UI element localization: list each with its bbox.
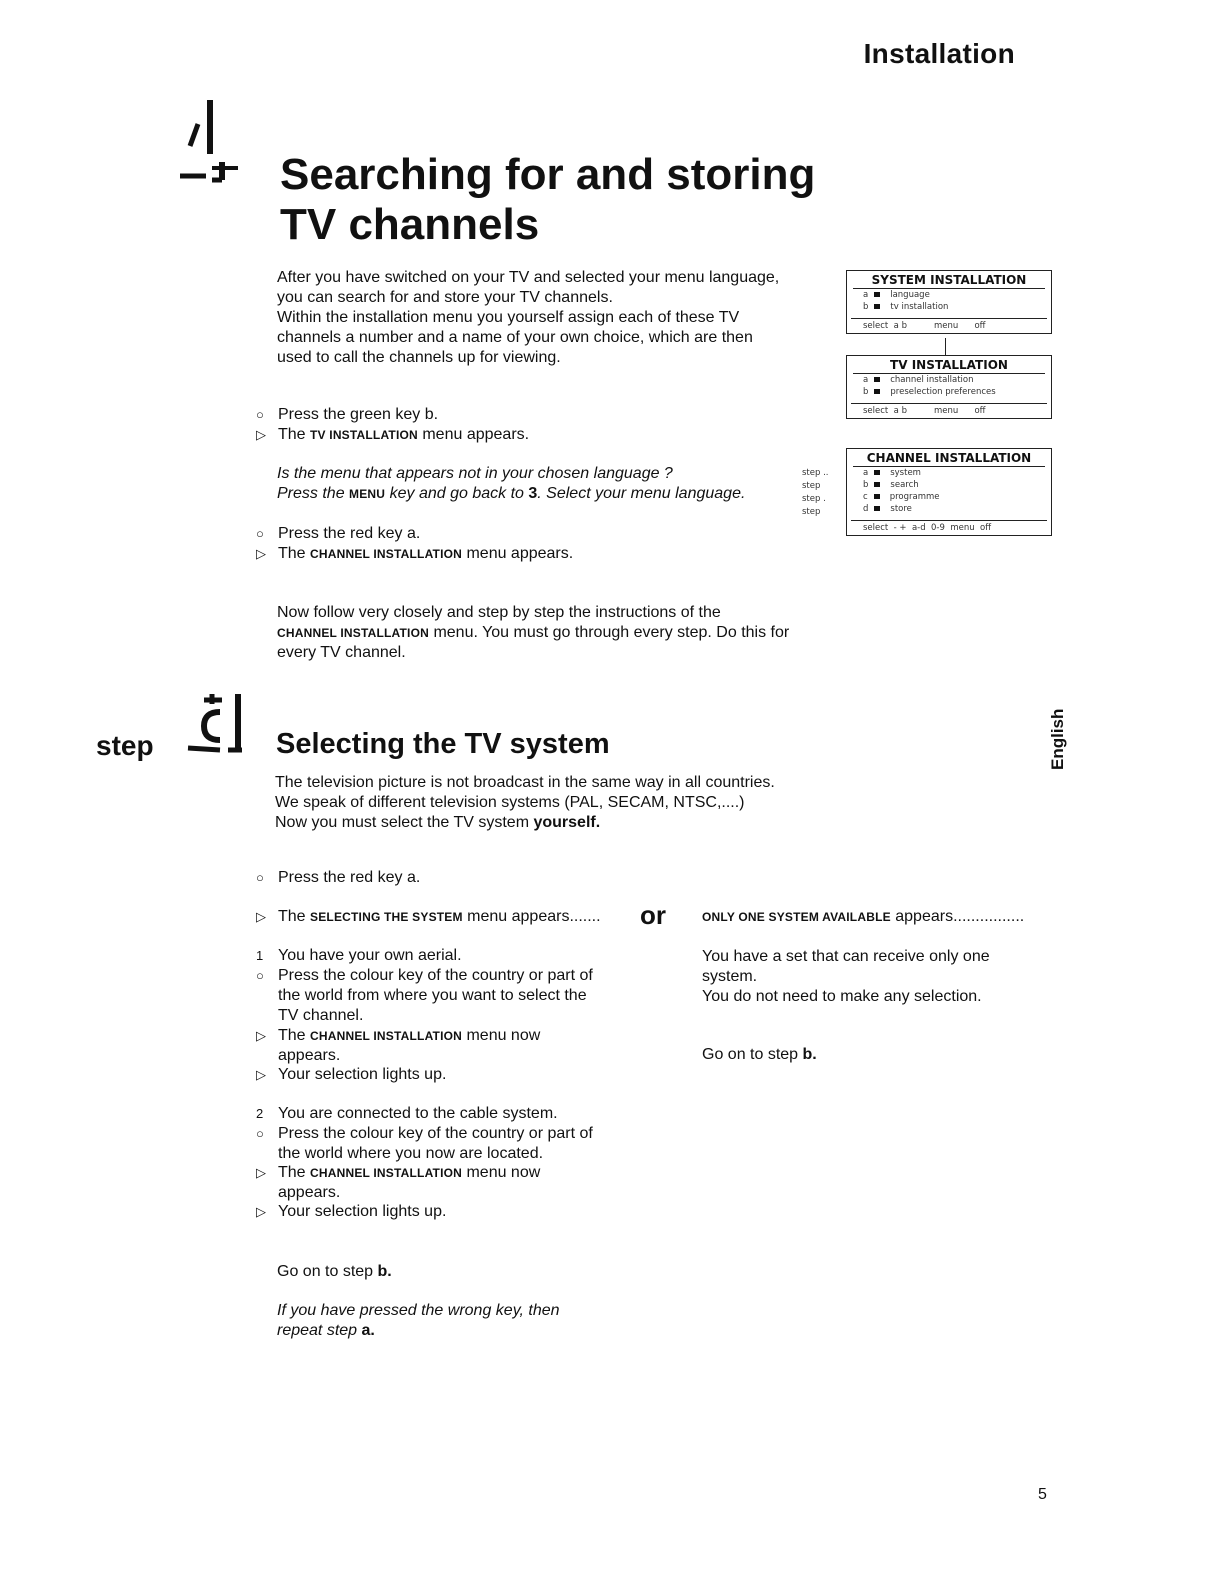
wrong-key-note-line1: If you have pressed the wrong key, then	[277, 1302, 560, 1319]
instruction-channel-installation	[256, 544, 573, 564]
case1-line1	[256, 946, 462, 966]
menu-name: CHANNEL INSTALLATION	[310, 1166, 463, 1180]
menu-footer: select a b menu off	[851, 318, 1047, 333]
follow-line: every TV channel.	[277, 644, 406, 661]
follow-text: menu. You must go through every step. Do this for	[429, 624, 790, 641]
right-column-line: system.	[702, 968, 758, 985]
arrow-bullet-icon: ▷	[256, 1165, 266, 1180]
menu-item	[847, 503, 1051, 515]
subsection-intro-emphasis: yourself.	[533, 814, 601, 831]
menu-item-label: programme	[889, 492, 940, 502]
case-number: 2	[256, 1106, 264, 1121]
follow-line: Now follow very closely and step by step the instructions of the	[277, 604, 721, 621]
go-on-step: b.	[802, 1046, 817, 1063]
menu-item	[847, 386, 1051, 398]
menu-title: TV INSTALLATION	[853, 356, 1045, 374]
instruction-press-green	[256, 405, 438, 425]
page-header: Installation	[863, 38, 1015, 69]
step-label: step	[802, 507, 821, 517]
menu-item	[847, 374, 1051, 386]
instruction-text: menu appears.......	[462, 908, 601, 925]
case-text: You have your own aerial.	[278, 947, 462, 964]
go-on-step-b	[277, 1262, 392, 1282]
circle-bullet-icon: ○	[256, 968, 264, 983]
arrow-bullet-icon: ▷	[256, 546, 266, 561]
section-title-line2: TV channels	[280, 200, 540, 249]
section-number-icon	[178, 96, 244, 188]
menu-item	[847, 301, 1051, 313]
case2-line3	[256, 1163, 540, 1203]
channel-menu-step-labels	[802, 467, 829, 519]
menu-item-label: preselection preferences	[890, 387, 996, 397]
instruction-text: menu appears.	[462, 545, 574, 562]
instruction-press-red	[256, 524, 420, 544]
case-text: Your selection lights up.	[278, 1203, 447, 1220]
note-line2	[277, 484, 745, 504]
instruction-text: The	[278, 426, 311, 443]
subsection-intro	[275, 773, 875, 833]
arrow-bullet-icon: ▷	[256, 909, 266, 924]
menu-item-key: b	[863, 387, 869, 397]
menu-title: CHANNEL INSTALLATION	[853, 449, 1045, 467]
step-label: step	[802, 481, 821, 491]
arrow-bullet-icon: ▷	[256, 1028, 266, 1043]
menu-item-key: a	[863, 468, 869, 478]
step-label: step ..	[802, 468, 829, 478]
step-label: step .	[802, 494, 826, 504]
instruction-text: Press the red key a.	[278, 869, 421, 886]
intro-line: After you have switched on your TV and selected your menu language,	[277, 269, 780, 286]
color-key-icon	[874, 506, 880, 511]
instruction-selecting-system	[256, 907, 601, 927]
wrong-key-step: a.	[361, 1322, 375, 1339]
case2-line2	[256, 1124, 593, 1164]
menu-item	[847, 479, 1051, 491]
menu-footer: select a b menu off	[851, 403, 1047, 418]
intro-paragraph	[277, 268, 837, 368]
section-title	[280, 150, 815, 250]
case-text: TV channel.	[278, 1007, 364, 1024]
color-key-icon	[874, 470, 880, 475]
go-on-text: Go on to step	[702, 1046, 803, 1063]
step-label-large: step	[96, 730, 154, 761]
menu-name: TV INSTALLATION	[310, 428, 418, 442]
go-on-step: b.	[377, 1263, 392, 1280]
case-text: menu now	[462, 1164, 541, 1181]
case-text: Press the colour key of the country or part of	[278, 1125, 593, 1142]
wrong-key-note-line2	[277, 1321, 375, 1341]
instruction-press-red-2	[256, 868, 420, 888]
intro-line: used to call the channels up for viewing.	[277, 349, 561, 366]
follow-line	[277, 623, 857, 643]
menu-item	[847, 467, 1051, 479]
case1-line4	[256, 1065, 446, 1085]
case1-line3	[256, 1026, 540, 1066]
color-key-icon	[874, 389, 880, 394]
wrong-key-text: repeat step	[277, 1322, 362, 1339]
arrow-bullet-icon: ▷	[256, 1067, 266, 1082]
menu-item-label: tv installation	[890, 302, 949, 312]
menu-item-key: d	[863, 504, 869, 514]
arrow-bullet-icon: ▷	[256, 427, 266, 442]
follow-paragraph	[277, 603, 857, 663]
menu-item-key: a	[863, 375, 869, 385]
circle-bullet-icon: ○	[256, 526, 264, 541]
note-text: Press the	[277, 485, 350, 502]
instruction-text: The	[278, 545, 311, 562]
step-letter-icon	[186, 690, 252, 764]
color-key-icon	[874, 377, 880, 382]
intro-line: Within the installation menu you yourself assign each of these TV	[277, 309, 740, 326]
subsection-intro-line	[275, 813, 875, 833]
or-separator: or	[640, 900, 666, 930]
menu-item-label: search	[890, 480, 919, 490]
system-installation-menu	[846, 270, 1052, 334]
note-ref: 3	[528, 485, 538, 502]
only-one-text: appears................	[890, 908, 1025, 925]
only-one-system	[702, 907, 1024, 927]
circle-bullet-icon: ○	[256, 870, 264, 885]
instruction-text: Press the green key b.	[278, 406, 439, 423]
channel-installation-menu	[846, 448, 1052, 536]
note-text: key and go back to	[385, 485, 529, 502]
menu-item-label: channel installation	[890, 375, 974, 385]
instruction-text: menu appears.	[417, 426, 530, 443]
page-number: 5	[1038, 1486, 1047, 1503]
menu-item-key: c	[863, 492, 868, 502]
menu-item	[847, 289, 1051, 301]
case-text: appears.	[278, 1047, 341, 1064]
note-text: . Select your menu language.	[537, 485, 746, 502]
subsection-intro-line: The television picture is not broadcast in the same way in all countries.	[275, 774, 775, 791]
case-text: Your selection lights up.	[278, 1066, 447, 1083]
case2-line4	[256, 1202, 446, 1222]
right-column	[702, 947, 1042, 1007]
case2-line1	[256, 1104, 558, 1124]
case-text: Press the colour key of the country or part of	[278, 967, 593, 984]
tv-installation-menu	[846, 355, 1052, 419]
menu-item-key: b	[863, 302, 869, 312]
circle-bullet-icon: ○	[256, 407, 264, 422]
note-line1: Is the menu that appears not in your chosen language ?	[277, 465, 673, 482]
color-key-icon	[874, 482, 880, 487]
menu-title: SYSTEM INSTALLATION	[853, 271, 1045, 289]
case-text: the world where you now are located.	[278, 1145, 544, 1162]
intro-line: channels a number and a name of your own choice, which are then	[277, 329, 753, 346]
case-text: The	[278, 1027, 311, 1044]
menu-item-key: b	[863, 480, 869, 490]
instruction-text: The	[278, 908, 311, 925]
right-column-line: You have a set that can receive only one	[702, 948, 990, 965]
arrow-bullet-icon: ▷	[256, 1204, 266, 1219]
instruction-text: Press the red key a.	[278, 525, 421, 542]
case-text: appears.	[278, 1184, 341, 1201]
subsection-title: Selecting the TV system	[276, 728, 610, 760]
menu-name: CHANNEL INSTALLATION	[277, 626, 429, 640]
menu-connector	[945, 338, 946, 356]
menu-item-label: language	[890, 290, 930, 300]
case-text: the world from where you want to select the	[278, 987, 587, 1004]
case-text: You are connected to the cable system.	[278, 1105, 558, 1122]
instruction-tv-installation	[256, 425, 529, 445]
section-title-line1: Searching for and storing	[280, 150, 816, 199]
menu-item-key: a	[863, 290, 869, 300]
menu-item-label: store	[890, 504, 912, 514]
right-column-line: You do not need to make any selection.	[702, 988, 982, 1005]
color-key-icon	[874, 292, 880, 297]
menu-item-label: system	[890, 468, 921, 478]
case1-line2	[256, 966, 593, 1026]
menu-name: ONLY ONE SYSTEM AVAILABLE	[702, 910, 891, 924]
case-text: The	[278, 1164, 311, 1181]
menu-footer: select - + a-d 0-9 menu off	[851, 520, 1047, 535]
menu-name: CHANNEL INSTALLATION	[310, 1029, 463, 1043]
language-tab: English	[1048, 708, 1067, 770]
menu-name: CHANNEL INSTALLATION	[310, 547, 463, 561]
case-number: 1	[256, 948, 264, 963]
case-text: menu now	[462, 1027, 541, 1044]
go-on-text: Go on to step	[277, 1263, 378, 1280]
right-go-on	[702, 1045, 817, 1065]
color-key-icon	[874, 494, 880, 499]
color-key-icon	[874, 304, 880, 309]
key-name: MENU	[349, 487, 386, 501]
subsection-intro-text: Now you must select the TV system	[275, 814, 534, 831]
menu-item	[847, 491, 1051, 503]
circle-bullet-icon: ○	[256, 1126, 264, 1141]
menu-name: SELECTING THE SYSTEM	[310, 910, 463, 924]
intro-line: you can search for and store your TV channels.	[277, 289, 613, 306]
subsection-intro-line: We speak of different television systems (PAL, SECAM, NTSC,....)	[275, 794, 745, 811]
